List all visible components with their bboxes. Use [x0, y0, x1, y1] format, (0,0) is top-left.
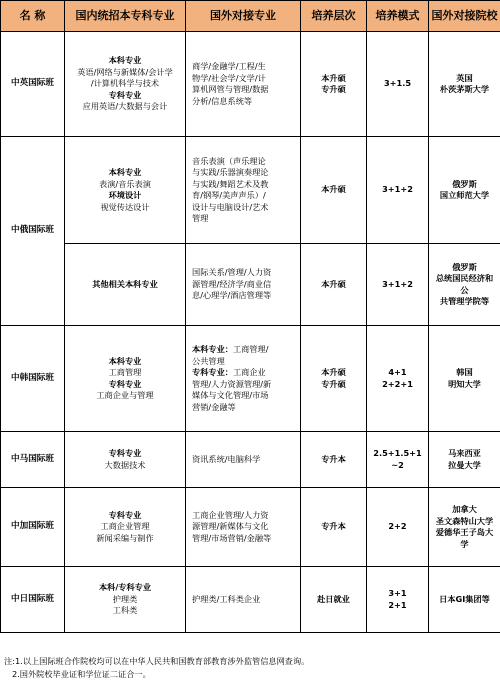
- table-row: [1, 567, 500, 633]
- domestic-major-cell: 专科专业 大数据技术: [65, 432, 186, 488]
- level-cell: 专升本: [301, 432, 367, 488]
- school-cell: 马来西亚 拉曼大学: [429, 432, 500, 488]
- foreign-major-cell: 商学/金融学/工程/生 物学/社会学/文学/计 算机网管与管理/数据 分析/信息系统等: [186, 32, 301, 137]
- level-cell: 本升硕 专升硕: [301, 32, 367, 137]
- domestic-major-cell: 专科专业 工商企业管理 新闻采编与制作: [65, 488, 186, 567]
- header-name: 名 称: [1, 1, 65, 32]
- footnotes: [4, 655, 496, 680]
- program-name: 中马国际班: [1, 432, 65, 488]
- program-name: 中韩国际班: [1, 326, 65, 432]
- table-row: [1, 137, 500, 244]
- level-cell: 专升本: [301, 488, 367, 567]
- school-cell: 俄罗斯 总统国民经济和公 共管理学院等: [429, 244, 500, 326]
- level-cell: 本升硕: [301, 244, 367, 326]
- mode-cell: 4+1 2+2+1: [367, 326, 429, 432]
- table-row: [1, 326, 500, 432]
- header-domestic-major: 国内统招本专科专业: [65, 1, 186, 32]
- program-name: 中加国际班: [1, 488, 65, 567]
- level-cell: 赴日就业: [301, 567, 367, 633]
- header-mode: 培养模式: [367, 1, 429, 32]
- table-row: [1, 244, 500, 326]
- header-foreign-major: 国外对接专业: [186, 1, 301, 32]
- school-cell: 加拿大 圣文森特山大学 爱德华王子岛大学: [429, 488, 500, 567]
- mode-cell: 2.5+1.5+1 ~2: [367, 432, 429, 488]
- school-cell: 英国 朴茨茅斯大学: [429, 32, 500, 137]
- foreign-major-cell: 工商企业管理/人力资 源管理/新媒体与文化 管理/市场营销/金融等: [186, 488, 301, 567]
- program-name: 中日国际班: [1, 567, 65, 633]
- table-row: [1, 32, 500, 137]
- mode-cell: 3+1+2: [367, 244, 429, 326]
- level-cell: 本升硕 专升硕: [301, 326, 367, 432]
- mode-cell: 2+2: [367, 488, 429, 567]
- school-cell: 日本GI集团等: [429, 567, 500, 633]
- table-row: [1, 432, 500, 488]
- foreign-major-cell: 国际关系/管理/人力资 源管理/经济学/商业信 息/心理学/酒店管理等: [186, 244, 301, 326]
- domestic-major-cell: 本科专业 英语/网络与新媒体/会计学 /计算机科学与技术 专科专业 应用英语/大数据与会计: [65, 32, 186, 137]
- foreign-major-cell: 资讯系统/电脑科学: [186, 432, 301, 488]
- mode-cell: 3+1.5: [367, 32, 429, 137]
- mode-cell: 3+1+2: [367, 137, 429, 244]
- foreign-major-cell: 本科专业：工商管理/ 公共管理 专科专业：工商企业 管理/人力资源管理/新 媒体与文化管理/市场 营销/金融等: [186, 326, 301, 432]
- domestic-major-cell: 其他相关本科专业: [65, 244, 186, 326]
- header-foreign-school: 国外对接院校: [429, 1, 500, 32]
- program-name: 中英国际班: [1, 32, 65, 137]
- header-level: 培养层次: [301, 1, 367, 32]
- foreign-major-cell: 护理类/工科类企业: [186, 567, 301, 633]
- footnote-1: 注:1.以上国际班合作院校均可以在中华人民共和国教育部教育涉外监管信息网查询。: [4, 656, 310, 666]
- domestic-major-cell: 本科/专科专业 护理类 工科类: [65, 567, 186, 633]
- foreign-major-cell: 音乐表演（声乐理论 与实践/乐器演奏理论 与实践/舞蹈艺术及教 育/钢琴/美声声乐）/ 设计与电脑设计/艺术 管理: [186, 137, 301, 244]
- level-cell: 本升硕: [301, 137, 367, 244]
- school-cell: 韩国 明知大学: [429, 326, 500, 432]
- domestic-major-cell: 本科专业 表演/音乐表演 环境设计 视觉传达设计: [65, 137, 186, 244]
- footnote-2: 2.国外院校毕业证和学位证二证合一。: [12, 668, 151, 679]
- domestic-major-cell: 本科专业 工商管理 专科专业 工商企业与管理: [65, 326, 186, 432]
- program-name: 中俄国际班: [1, 137, 65, 326]
- header-row: [1, 1, 500, 32]
- table-row: [1, 488, 500, 567]
- school-cell: 俄罗斯 国立师范大学: [429, 137, 500, 244]
- mode-cell: 3+1 2+1: [367, 567, 429, 633]
